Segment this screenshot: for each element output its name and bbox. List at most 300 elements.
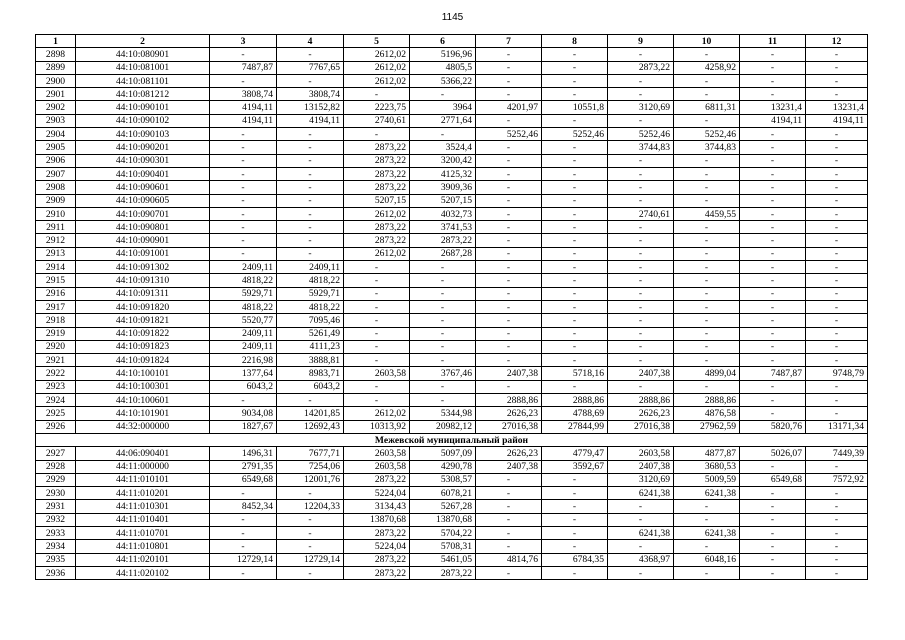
table-cell: - <box>608 154 674 167</box>
table-cell: - <box>542 88 608 101</box>
table-cell: - <box>542 566 608 579</box>
table-cell: 3592,67 <box>542 460 608 473</box>
table-cell: - <box>806 394 868 407</box>
table-cell: 2888,86 <box>674 394 740 407</box>
table-cell: - <box>476 194 542 207</box>
table-cell: 44:10:091821 <box>76 314 210 327</box>
table-cell: 4194,11 <box>740 114 806 127</box>
table-cell: - <box>740 154 806 167</box>
table-cell: 5344,98 <box>410 407 476 420</box>
table-cell: - <box>806 207 868 220</box>
table-cell: 3808,74 <box>210 88 277 101</box>
table-cell: 2687,28 <box>410 247 476 260</box>
table-cell: - <box>542 48 608 61</box>
table-cell: 9034,08 <box>210 407 277 420</box>
table-cell: - <box>344 88 410 101</box>
table-header <box>36 35 868 48</box>
table-cell: - <box>344 380 410 393</box>
table-cell: - <box>806 194 868 207</box>
table-cell: - <box>476 473 542 486</box>
table-cell: 12001,76 <box>277 473 344 486</box>
table-cell: - <box>476 48 542 61</box>
table-cell: - <box>806 553 868 566</box>
table-cell: 2921 <box>36 354 76 367</box>
table-row <box>36 487 868 500</box>
table-cell: 9748,79 <box>806 367 868 380</box>
table-row <box>36 553 868 566</box>
table-cell: 4818,22 <box>277 300 344 313</box>
table-cell: - <box>608 354 674 367</box>
table-cell: 7487,87 <box>210 61 277 74</box>
table-cell: 5252,46 <box>608 128 674 141</box>
table-cell: - <box>277 487 344 500</box>
table-cell: 44:10:091820 <box>76 300 210 313</box>
table-cell: - <box>277 247 344 260</box>
table-cell: 44:10:091311 <box>76 287 210 300</box>
table-cell: - <box>210 141 277 154</box>
table-cell: 1496,31 <box>210 447 277 460</box>
table-cell: - <box>542 526 608 539</box>
table-cell: 3744,83 <box>674 141 740 154</box>
table-cell: - <box>674 540 740 553</box>
table-cell: - <box>344 314 410 327</box>
table-cell: 2612,02 <box>344 207 410 220</box>
table-cell: 2873,22 <box>344 566 410 579</box>
table-cell: 2409,11 <box>210 327 277 340</box>
table-cell: 6241,38 <box>608 487 674 500</box>
table-cell: 4194,11 <box>210 114 277 127</box>
table-cell: 2932 <box>36 513 76 526</box>
table-cell: - <box>608 261 674 274</box>
table-cell: 2909 <box>36 194 76 207</box>
table-cell: 2612,02 <box>344 407 410 420</box>
table-cell: 7254,06 <box>277 460 344 473</box>
table-cell: - <box>740 247 806 260</box>
table-cell: 5261,49 <box>277 327 344 340</box>
table-cell: - <box>344 340 410 353</box>
table-cell: 2771,64 <box>410 114 476 127</box>
table-cell: - <box>410 394 476 407</box>
table-cell: 2873,22 <box>410 234 476 247</box>
table-cell: - <box>542 287 608 300</box>
table-row <box>36 141 868 154</box>
table-cell: - <box>740 460 806 473</box>
table-row <box>36 340 868 353</box>
table-cell: - <box>277 526 344 539</box>
header-cell: 12 <box>806 35 868 48</box>
table-cell: - <box>476 540 542 553</box>
header-cell: 2 <box>76 35 210 48</box>
table-cell: 2612,02 <box>344 74 410 87</box>
table-cell: 2913 <box>36 247 76 260</box>
table-cell: 5252,46 <box>476 128 542 141</box>
table-cell: - <box>542 61 608 74</box>
table-cell: 44:11:010701 <box>76 526 210 539</box>
table-cell: 4201,97 <box>476 101 542 114</box>
table-cell: 10551,8 <box>542 101 608 114</box>
table-cell: - <box>476 300 542 313</box>
table-cell: 44:10:100301 <box>76 380 210 393</box>
table-cell: 2873,22 <box>344 181 410 194</box>
table-cell: 2603,58 <box>344 460 410 473</box>
header-cell: 11 <box>740 35 806 48</box>
table-cell: 44:06:090401 <box>76 447 210 460</box>
table-cell: - <box>740 553 806 566</box>
table-cell: 2873,22 <box>344 141 410 154</box>
table-cell: - <box>608 513 674 526</box>
table-cell: - <box>806 61 868 74</box>
table-cell: 2936 <box>36 566 76 579</box>
table-cell: - <box>277 154 344 167</box>
table-body <box>36 48 868 580</box>
table-cell: 2907 <box>36 167 76 180</box>
table-cell: - <box>674 114 740 127</box>
table-cell: 2873,22 <box>344 221 410 234</box>
table-cell: - <box>542 540 608 553</box>
table-cell: 1827,67 <box>210 420 277 433</box>
table-cell: 44:10:091824 <box>76 354 210 367</box>
table-row <box>36 300 868 313</box>
table-cell: 10313,92 <box>344 420 410 433</box>
table-cell: - <box>542 247 608 260</box>
table-cell: 13870,68 <box>410 513 476 526</box>
header-cell: 1 <box>36 35 76 48</box>
table-cell: - <box>740 354 806 367</box>
table-cell: 2409,11 <box>210 261 277 274</box>
table-cell: 2216,98 <box>210 354 277 367</box>
table-cell: - <box>344 394 410 407</box>
table-cell: - <box>277 194 344 207</box>
table-cell: 44:10:090601 <box>76 181 210 194</box>
table-cell: - <box>608 167 674 180</box>
table-cell: - <box>806 487 868 500</box>
table-cell: - <box>806 141 868 154</box>
table-cell: - <box>740 380 806 393</box>
table-cell: - <box>608 234 674 247</box>
table-row <box>36 500 868 513</box>
table-cell: 5461,05 <box>410 553 476 566</box>
table-cell: - <box>608 287 674 300</box>
table-cell: 13152,82 <box>277 101 344 114</box>
table-cell: - <box>806 247 868 260</box>
table-cell: 44:10:090701 <box>76 207 210 220</box>
table-cell: - <box>476 207 542 220</box>
table-cell: 44:10:091302 <box>76 261 210 274</box>
table-cell: 2926 <box>36 420 76 433</box>
table-cell: - <box>740 128 806 141</box>
table-cell: 12729,14 <box>277 553 344 566</box>
table-cell: - <box>608 300 674 313</box>
table-cell: 2603,58 <box>344 367 410 380</box>
table-row <box>36 420 868 433</box>
table-cell: 2407,38 <box>476 460 542 473</box>
table-cell: 2911 <box>36 221 76 234</box>
table-cell: 6078,21 <box>410 487 476 500</box>
table-cell: - <box>806 500 868 513</box>
table-cell: 2407,38 <box>476 367 542 380</box>
table-cell: - <box>476 354 542 367</box>
table-cell: 5224,04 <box>344 487 410 500</box>
data-table <box>35 34 868 580</box>
table-cell: - <box>476 314 542 327</box>
table-cell: 2612,02 <box>344 247 410 260</box>
table-cell: - <box>740 540 806 553</box>
table-cell: 4779,47 <box>542 447 608 460</box>
table-cell: - <box>806 287 868 300</box>
table-cell: - <box>542 74 608 87</box>
table-cell: 12729,14 <box>210 553 277 566</box>
table-cell: - <box>410 274 476 287</box>
table-cell: - <box>277 48 344 61</box>
table-row <box>36 367 868 380</box>
table-cell: 44:32:000000 <box>76 420 210 433</box>
table-cell: - <box>542 473 608 486</box>
table-cell: 6549,68 <box>210 473 277 486</box>
table-cell: - <box>806 154 868 167</box>
table-cell: 1377,64 <box>210 367 277 380</box>
table-row <box>36 101 868 114</box>
table-cell: 2603,58 <box>344 447 410 460</box>
table-cell: 44:10:090102 <box>76 114 210 127</box>
table-cell: - <box>674 566 740 579</box>
table-cell: - <box>674 300 740 313</box>
table-cell: 4194,11 <box>806 114 868 127</box>
table-cell: 6549,68 <box>740 473 806 486</box>
table-row <box>36 247 868 260</box>
table-row <box>36 221 868 234</box>
table-cell: - <box>806 221 868 234</box>
table-cell: - <box>476 221 542 234</box>
table-row <box>36 566 868 579</box>
table-cell: 4125,32 <box>410 167 476 180</box>
table-cell: 3744,83 <box>608 141 674 154</box>
table-row <box>36 540 868 553</box>
table-cell: 3134,43 <box>344 500 410 513</box>
table-cell: - <box>806 380 868 393</box>
table-cell: 2626,23 <box>476 407 542 420</box>
table-cell: - <box>806 261 868 274</box>
table-cell: - <box>476 88 542 101</box>
table-cell: 44:10:081101 <box>76 74 210 87</box>
table-cell: 2908 <box>36 181 76 194</box>
table-cell: 44:10:090101 <box>76 101 210 114</box>
header-cell: 3 <box>210 35 277 48</box>
table-cell: - <box>210 394 277 407</box>
table-cell: - <box>806 566 868 579</box>
table-cell: - <box>476 167 542 180</box>
table-cell: 44:11:010301 <box>76 500 210 513</box>
table-cell: - <box>674 314 740 327</box>
table-cell: 3741,53 <box>410 221 476 234</box>
table-cell: 44:10:081001 <box>76 61 210 74</box>
table-cell: 5520,77 <box>210 314 277 327</box>
table-cell: 2873,22 <box>344 553 410 566</box>
table-cell: 4111,23 <box>277 340 344 353</box>
header-cell: 7 <box>476 35 542 48</box>
table-cell: 3200,42 <box>410 154 476 167</box>
table-cell: 5366,22 <box>410 74 476 87</box>
table-row <box>36 74 868 87</box>
table-cell: 27016,38 <box>608 420 674 433</box>
table-cell: - <box>410 314 476 327</box>
table-cell: - <box>806 513 868 526</box>
table-row <box>36 354 868 367</box>
table-cell: - <box>740 207 806 220</box>
table-cell: - <box>542 354 608 367</box>
table-cell: 2918 <box>36 314 76 327</box>
table-cell: 2407,38 <box>608 367 674 380</box>
table-cell: 44:10:090103 <box>76 128 210 141</box>
table-cell: - <box>210 513 277 526</box>
table-cell: - <box>210 540 277 553</box>
table-cell: - <box>740 394 806 407</box>
table-row <box>36 460 868 473</box>
table-cell: - <box>476 327 542 340</box>
table-cell: 2899 <box>36 61 76 74</box>
table-row <box>36 513 868 526</box>
table-cell: 6241,38 <box>608 526 674 539</box>
table-cell: 8452,34 <box>210 500 277 513</box>
table-cell: 4818,22 <box>210 300 277 313</box>
table-cell: 2906 <box>36 154 76 167</box>
table-cell: 2910 <box>36 207 76 220</box>
table-cell: 44:11:010401 <box>76 513 210 526</box>
table-cell: - <box>674 513 740 526</box>
table-cell: 2888,86 <box>542 394 608 407</box>
table-cell: - <box>608 314 674 327</box>
table-cell: - <box>806 340 868 353</box>
table-row <box>36 128 868 141</box>
table-cell: 3888,81 <box>277 354 344 367</box>
table-cell: - <box>542 167 608 180</box>
table-cell: 4805,5 <box>410 61 476 74</box>
table-cell: 5252,46 <box>674 128 740 141</box>
table-cell: - <box>806 128 868 141</box>
table-cell: - <box>277 141 344 154</box>
table-cell: 2923 <box>36 380 76 393</box>
table-cell: 6811,31 <box>674 101 740 114</box>
table-cell: 2900 <box>36 74 76 87</box>
table-cell: 2929 <box>36 473 76 486</box>
table-cell: 2791,35 <box>210 460 277 473</box>
table-cell: 2603,58 <box>608 447 674 460</box>
table-cell: - <box>542 194 608 207</box>
table-cell: 2912 <box>36 234 76 247</box>
table-cell: - <box>277 394 344 407</box>
table-cell: 6784,35 <box>542 553 608 566</box>
table-cell: - <box>410 300 476 313</box>
table-cell: - <box>210 234 277 247</box>
table-cell: 2931 <box>36 500 76 513</box>
table-cell: - <box>674 154 740 167</box>
table-cell: - <box>410 340 476 353</box>
table-cell: - <box>608 48 674 61</box>
table-cell: - <box>410 327 476 340</box>
table-cell: - <box>277 167 344 180</box>
table-cell: - <box>542 261 608 274</box>
table-cell: 44:10:080901 <box>76 48 210 61</box>
table-cell: - <box>476 513 542 526</box>
table-row <box>36 88 868 101</box>
table-cell: 2925 <box>36 407 76 420</box>
table-cell: 7095,46 <box>277 314 344 327</box>
table-cell: 7487,87 <box>740 367 806 380</box>
table-cell: 2873,22 <box>608 61 674 74</box>
table-cell: - <box>476 154 542 167</box>
table-cell: - <box>277 513 344 526</box>
table-cell: 44:10:090201 <box>76 141 210 154</box>
table-cell: - <box>344 261 410 274</box>
table-cell: - <box>608 540 674 553</box>
table-cell: 2928 <box>36 460 76 473</box>
table-cell: 5308,57 <box>410 473 476 486</box>
table-cell: - <box>210 167 277 180</box>
table-cell: 2888,86 <box>476 394 542 407</box>
table-cell: 2922 <box>36 367 76 380</box>
table-cell: 4876,58 <box>674 407 740 420</box>
table-cell: 2612,02 <box>344 48 410 61</box>
table-row <box>36 314 868 327</box>
table-cell: - <box>210 487 277 500</box>
table-cell: - <box>806 88 868 101</box>
table-cell: 5704,22 <box>410 526 476 539</box>
table-cell: 5929,71 <box>210 287 277 300</box>
table-cell: - <box>277 128 344 141</box>
table-cell: 2933 <box>36 526 76 539</box>
table-cell: 4459,55 <box>674 207 740 220</box>
table-cell: 5718,16 <box>542 367 608 380</box>
table-cell: 4368,97 <box>608 553 674 566</box>
table-cell: - <box>476 500 542 513</box>
table-cell: - <box>674 194 740 207</box>
table-cell: - <box>674 274 740 287</box>
table-cell: - <box>674 340 740 353</box>
table-cell: - <box>608 88 674 101</box>
table-cell: - <box>674 354 740 367</box>
table-cell: - <box>674 221 740 234</box>
table-row <box>36 48 868 61</box>
table-cell: 13870,68 <box>344 513 410 526</box>
table-cell: 2901 <box>36 88 76 101</box>
table-cell: 44:10:090605 <box>76 194 210 207</box>
table-cell: 44:10:100101 <box>76 367 210 380</box>
table-cell: 2873,22 <box>344 167 410 180</box>
table-cell: 2935 <box>36 553 76 566</box>
table-cell: - <box>542 234 608 247</box>
table-cell: 13231,4 <box>740 101 806 114</box>
table-cell: - <box>740 314 806 327</box>
table-cell: 5708,31 <box>410 540 476 553</box>
table-cell: 4818,22 <box>210 274 277 287</box>
table-cell: - <box>210 207 277 220</box>
table-cell: 4814,76 <box>476 553 542 566</box>
table-cell: - <box>740 48 806 61</box>
table-cell: - <box>542 340 608 353</box>
table-cell: - <box>740 487 806 500</box>
table-cell: - <box>608 181 674 194</box>
table-cell: - <box>410 88 476 101</box>
table-cell: 3120,69 <box>608 101 674 114</box>
table-cell: - <box>542 314 608 327</box>
table-cell: - <box>740 407 806 420</box>
table-cell: - <box>476 114 542 127</box>
table-cell: - <box>740 327 806 340</box>
table-cell: 44:11:000000 <box>76 460 210 473</box>
section-title: Межевской муниципальный район <box>36 433 868 446</box>
table-cell: - <box>608 194 674 207</box>
header-cell: 5 <box>344 35 410 48</box>
table-row <box>36 380 868 393</box>
